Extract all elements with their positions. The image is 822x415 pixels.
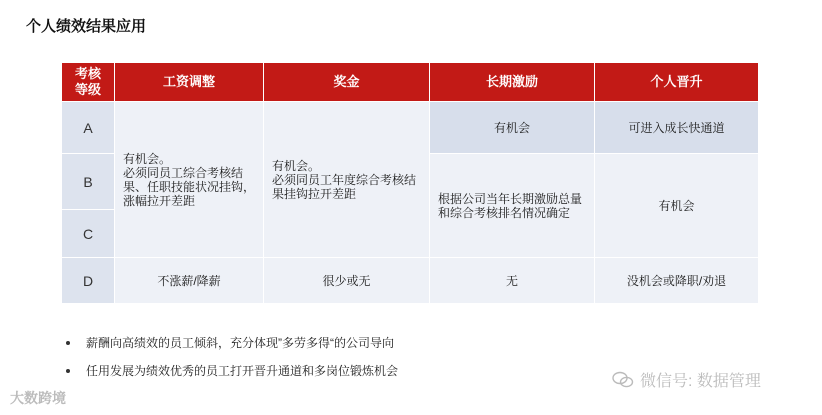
- header-grade: 考核 等级: [62, 63, 115, 102]
- bullet-text: 薪酬向高绩效的员工倾斜，充分体现”多劳多得“的公司导向: [86, 336, 394, 350]
- promotion-a-cell: 可进入成长快通道: [595, 102, 759, 154]
- table-header-row: [62, 63, 759, 102]
- bullet-text: 任用发展为绩效优秀的员工打开晋升通道和多岗位锻炼机会: [86, 364, 399, 378]
- header-promotion: 个人晋升: [595, 63, 759, 102]
- bonus-d-cell: 很少或无: [264, 258, 430, 304]
- grade-a: A: [62, 102, 115, 154]
- longterm-a-cell: 有机会: [430, 102, 595, 154]
- wechat-icon: [612, 371, 634, 389]
- longterm-d-cell: 无: [430, 258, 595, 304]
- watermark-right: [612, 368, 761, 391]
- list-item: [66, 362, 398, 390]
- bonus-abc-cell: 有机会。 必须同员工年度综合考核结果挂钩拉开差距: [264, 102, 430, 258]
- grade-d: D: [62, 258, 115, 304]
- salary-d-cell: 不涨薪/降薪: [115, 258, 264, 304]
- table-row: [62, 102, 759, 154]
- bullet-list: [66, 334, 398, 390]
- grade-b: B: [62, 154, 115, 210]
- grade-c: C: [62, 210, 115, 258]
- header-longterm: 长期激励: [430, 63, 595, 102]
- salary-abc-cell: 有机会。 必须同员工综合考核结果、任职技能状况挂钩，涨幅拉开差距: [115, 102, 264, 258]
- watermark-left-text: 大数跨境: [10, 390, 66, 406]
- list-item: [66, 334, 398, 362]
- table-row: [62, 258, 759, 304]
- page-title: 个人绩效结果应用: [26, 18, 147, 35]
- bullet-dot-icon: [66, 341, 70, 345]
- promotion-bc-cell: 有机会: [595, 154, 759, 258]
- longterm-bc-cell: 根据公司当年长期激励总量和综合考核排名情况确定: [430, 154, 595, 258]
- bullet-dot-icon: [66, 369, 70, 373]
- performance-table: [61, 62, 759, 304]
- watermark-left: [10, 388, 66, 408]
- header-salary: 工资调整: [115, 63, 264, 102]
- header-bonus: 奖金: [264, 63, 430, 102]
- promotion-d-cell: 没机会或降职/劝退: [595, 258, 759, 304]
- watermark-right-text: 微信号: 数据管理: [640, 373, 761, 390]
